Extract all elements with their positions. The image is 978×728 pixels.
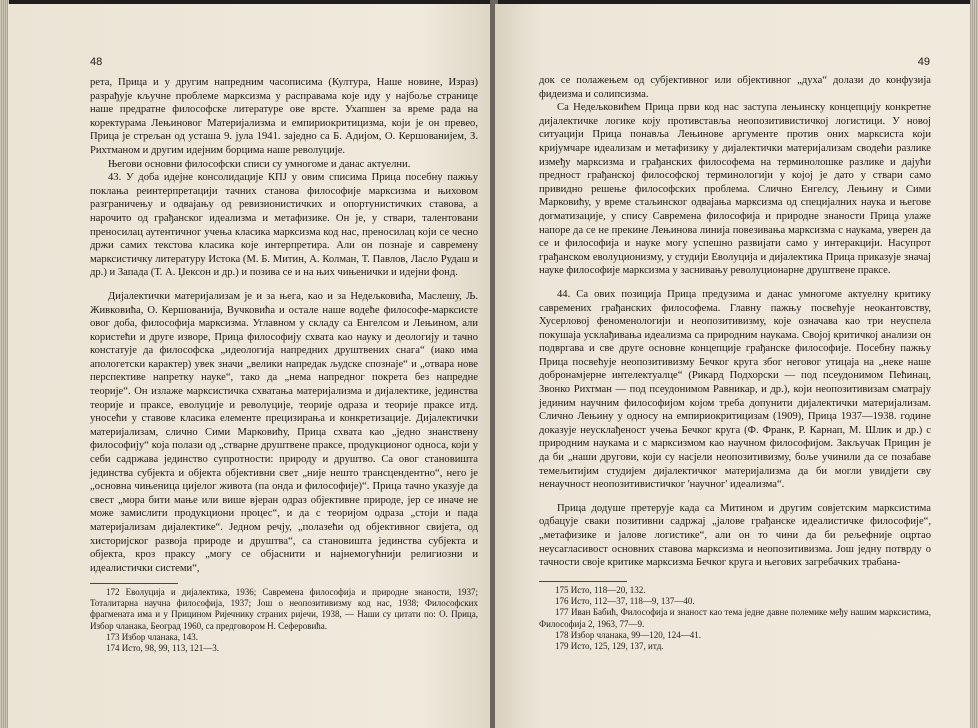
footnote: 177 Иван Бабић, Философија и знаност као тема једне давне полемике међу нашим марксистима, Философија 2, 1963, 77—9.	[539, 607, 931, 629]
footnote: 176 Исто, 112—37, 118—9, 137—40.	[555, 596, 695, 607]
footnote: 178 Избор чланака, 99—120, 124—41.	[555, 629, 701, 640]
right-page	[495, 4, 970, 728]
body-text	[90, 76, 478, 575]
paragraph: 43. У доба идејне консолидације КПЈ у овим списима Прица посебну пажњу поклања реинтерпретацији тачних станова философије марксизма и њиховом разграничењу и одвајању од ревизионистичких и опортунистичких ставова, а нарочито од грађанског идеализма и метафизике. Он је, у ствари, талентовани преносилац аутентичног учења класика марксизма код нас, преносилац који се чесно држи самих текстова класика које интерпретира. Али он познаје и савремену марксистичку литературу Истока (М. Б. Митин, А. Колман, Т. Павлов, Ласло Рудаш и др.) и Запада (Т. А. Џексон и др.) и позива се и на њих чињенички и идејни фонд.	[90, 172, 478, 279]
paragraph: Дијалектички материјализам је и за њега, као и за Недељковића, Маслешу, Љ. Живковића, О. Кершованија, Вучковића и остале наше водеће философе-марксисте овог доба, философија марксизма. Углавном у складу са Енгелсом и Лењином, али користећи и друге изворе, Прица философију схвата као науку и деологију и тачно констатује да философска „идеологија напредних друштвених снага“ (иако има апологетски карактер) увек значи „велики напредак људске спознаје“ и „отвара нове перспективе напретку науке“, тако да „нема напредног покрета без напредне теорије“. Он излаже марксистичка схватања материјализма и дијалектике, јединства теорије и праксе, еволуције и револуције, теорије одраза и теорије праксе итд. уносећи у ставове класика елементе прецизирања и конкретизације. Дијалектички материјализам, слично Сими Марковићу, Прица схвата као „једно знанствену философију“ која полази од „стварне друштвене праксе, продукционог односа, који у себи садржава јединство супротности: природу и друштво. Са овог становишта јединства субјекта и објекта објективни свет „није нешто трансцендентно“, него је „основна чињеница цијелог живота (па онда и философије)“. Прица тачно указује да свест „мора бити мање или више вјеран одраз објективне природе, јер се иначе не може замислити продукциони процес“, и да с теоријом одраза „стоји и пада материјализам дијалектике“. Једном речју, „полазећи од објективног свијета, од хисторијског развоја природе и друштва“, са становишта јединства субјекта и објекта, кроз праксу „могу се објаснити и најнемогућнији религиозни и идеалистички системи“,	[90, 290, 478, 574]
paragraph: Његови основни философски списи су умногоме и данас актуелни.	[108, 158, 411, 170]
body-text	[539, 74, 931, 570]
page-number: 48	[90, 56, 103, 68]
paragraph: Са Недељковићем Прица први код нас заступа лењинску концепцију конкретне дијалектичке логике коју противставља неопозитивистичкој логистици. У новој ситуацији Прица понавља Лењинове аргументе против оних марксиста који кријумчаре идеализам и метафизику у дијалектички материјализам сводећи разлике између марксизма и грађанских философема на терминолошке разлике и дајући предност грађанској философској терминологији у којој је дато у ствари само привидно решење философских проблема. Слично Енгелсу, Лењину и Сими Марковићу, у време стаљинског одвајања марксизма од специјалних наука и његове догматизације, у спису Савремена философија и природне знаности Прица улаже напоре да се не прекине Лењинова линија повезивања марксизма с наукама, уверен да се и философија и науке могу успешно развијати само у интеракцији. Насупрот грађанском еволуционизму, у студији Еволуција и дијалектика Прица приказује значај науке философије марксизма у заснивању револуционарне друштвене праксе.	[539, 102, 931, 277]
footnotes	[539, 585, 931, 652]
paragraph: 44. Са ових позиција Прица предузима и данас умногоме актуелну критику савремених грађанских философема. Главну пажњу посвећује неокантовству, Хусерловој феноменологији и неопозитивизму, које означава као три неуспела покушаја усклађивања идеализма са природним наукама. Својој критичкој анализи он подвргава и све друге основне концепције грађанске философије. Посебну пажњу Прица посвећује неопозитивизму Бечког круга због неговог утицаја на „неке наше добронамјерне интелектуалце“ (Рикард Подхорски — под псеудонимом Пећинац, Звонко Рихтман — под псеудонимом Равникар, и др.), који неопозитивизам сматрају јединим научним философијом којом треба допунити дијалектички материјализам. Слично Лењину у односу на емпириокритицизам (1909), Прица 1937—1938. године доказује неусклађеност учења Бечког круга (Ф. Франк, Р. Карнап, М. Шлик и др.) с природним наукама и с марксизмом као научном философијом. Закључак Прицин је да би „наши другови, који су насјели неопозитивизму, боље учинили да се позабаве темељитијим студијем дијалектичког материјализма да би могли увидјети сву ненаучност неопозитивистичког 'научног' идеализма“.	[539, 288, 931, 491]
footnote: 175 Исто, 118—20, 132.	[555, 585, 646, 595]
paragraph: Прица додуше претерује када са Митином и другим совјетским марксистима одбацује сваки позитивни садржај „јалове грађанске идеалистичке философије“, „метафизике и јалове логистике“, али он то чини да би рељефније оцртао неусагласивост основних ставова марксизма и неопозитивизма. Још једну потврду о тачности своје критике марксизма Бечког круга и његових загребачких трабана-	[539, 502, 931, 569]
footnote: 173 Избор чланака, 143.	[106, 631, 198, 642]
page-edges-right	[970, 0, 978, 728]
left-page	[8, 4, 493, 728]
footnote: 174 Исто, 98, 99, 113, 121—3.	[106, 643, 219, 654]
footnote: 172 Еволуција и дијалектика, 1936; Савремена философија и природне знаности, 1937; Тоталитарна научна философија, 1937; Још о неопозитивизму код нас, 1938; Философских фрагмената има и у Прицином Ријечнику страних ријечи, 1938, — Наши су цитати по: О. Прица, Избор чланака, Београд 1960, са предговором Н. Сеферовића.	[90, 587, 478, 631]
paragraph: рета, Прица и у другим напредним часописима (Култура, Наше новине, Израз) разрађује кључне проблеме марксизма у расправама које иду у најбоље странице наше предратне философске литературе ове врсте. Ухапшен за време рада на коректурама Лењиновог Материјализма и емпириокритицизма, који је он превео, Прица је стрељан од усташа 9. јула 1941. заједно са Б. Адијом, О. Кершованијем, З. Рихтманом и другим идејним борцима наше револуције.	[90, 77, 478, 156]
footnote: 179 Исто, 125, 129, 137, итд.	[555, 641, 664, 652]
footnotes	[90, 587, 478, 654]
footnote-rule	[90, 583, 178, 584]
page-number: 49	[917, 56, 930, 68]
footnote-rule	[539, 581, 627, 582]
paragraph: док се полажењем од субјективног или објективног „духа“ долази до конфузија фидеизма и солипсизма.	[539, 75, 931, 100]
